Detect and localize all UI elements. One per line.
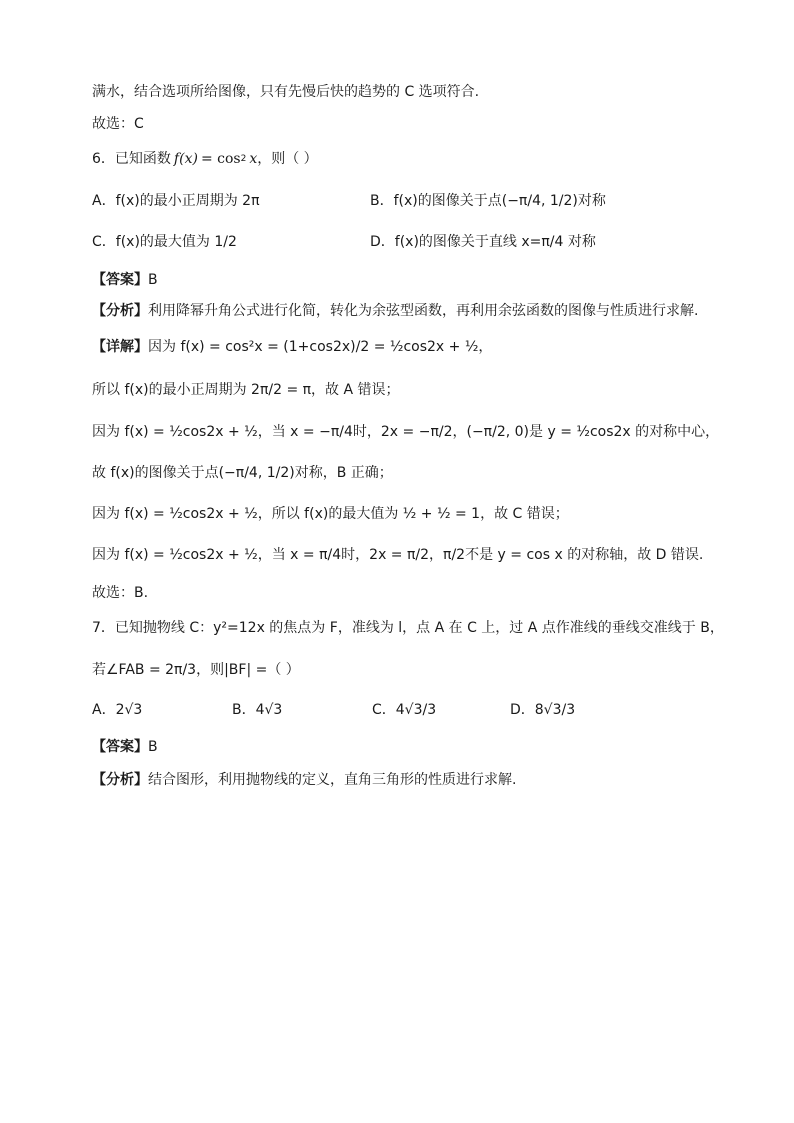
q6-detail-text-3: 因为 f(x) = ½cos2x + ½，当 x = −π/4时，2x = −π/2，(−π/2, 0)是 y = ½cos2x 的对称中心， — [92, 424, 720, 440]
q6-conclusion — [92, 583, 148, 603]
q6-stem-fx: f(x) — [173, 151, 198, 167]
q6-detail-text-1: 因为 f(x) = cos²x = (1+cos2x)/2 = ½cos2x + ½， — [148, 339, 493, 355]
q6-detail-1 — [92, 337, 492, 357]
q7-stem-text-2: 若∠FAB = 2π/3，则|BF| =（ ） — [92, 662, 300, 678]
q7-option-b-text: B．4√3 — [232, 702, 283, 718]
q6-stem-suffix: ，则（ ） — [257, 151, 318, 167]
q6-detail-4 — [92, 463, 393, 483]
q7-answer-value: B — [148, 739, 158, 755]
q6-option-c — [92, 232, 237, 252]
q7-answer — [92, 737, 158, 757]
q6-detail-5 — [92, 504, 569, 524]
q7-option-a — [92, 700, 142, 720]
q7-analysis-text: 结合图形，利用抛物线的定义，直角三角形的性质进行求解. — [148, 772, 517, 788]
intro-line-2 — [92, 114, 144, 134]
q6-stem-prefix: 6．已知函数 — [92, 151, 171, 167]
q7-stem-text-1: 7．已知抛物线 C：y²=12x 的焦点为 F，准线为 l，点 A 在 C 上，过 A 点作准线的垂线交准线于 B， — [92, 620, 724, 636]
q7-option-d — [510, 700, 575, 720]
q6-option-d — [370, 232, 596, 252]
q6-option-c-text: C．f(x)的最大值为 1/2 — [92, 234, 237, 250]
q6-detail-text-6: 因为 f(x) = ½cos2x + ½，当 x = π/4时，2x = π/2，π/2不是 y = cos x 的对称轴，故 D 错误. — [92, 547, 704, 563]
q6-answer-tag: 【答案】 — [92, 272, 148, 288]
q6-stem-pow: 2 — [240, 154, 247, 164]
q7-option-c — [372, 700, 436, 720]
q6-option-a — [92, 191, 260, 211]
q7-option-d-text: D．8√3/3 — [510, 702, 576, 718]
q6-analysis-tag: 【分析】 — [92, 303, 148, 319]
q6-detail-6 — [92, 545, 703, 565]
q6-option-b — [370, 191, 606, 211]
q6-detail-text-4: 故 f(x)的图像关于点(−π/4, 1/2)对称，B 正确； — [92, 465, 393, 481]
q6-detail-tag: 【详解】 — [92, 339, 148, 355]
intro-text-2: 故选：C — [92, 116, 144, 132]
intro-line-1 — [92, 82, 479, 102]
q7-option-b — [232, 700, 282, 720]
q7-answer-tag: 【答案】 — [92, 739, 148, 755]
q6-answer-value: B — [148, 272, 158, 288]
q6-stem-eq: = cos — [200, 151, 241, 167]
q7-analysis-tag: 【分析】 — [92, 772, 148, 788]
q6-analysis — [92, 301, 698, 321]
intro-text-1: 满水，结合选项所给图像，只有先慢后快的趋势的 C 选项符合. — [92, 84, 480, 100]
q7-stem-2 — [92, 660, 300, 680]
q6-option-d-text: D．f(x)的图像关于直线 x=π/4 对称 — [370, 234, 596, 250]
q7-option-c-text: C．4√3/3 — [372, 702, 437, 718]
q6-option-b-text: B．f(x)的图像关于点(−π/4, 1/2)对称 — [370, 193, 606, 209]
q6-answer — [92, 270, 158, 290]
q6-detail-3 — [92, 422, 719, 442]
q7-option-a-text: A．2√3 — [92, 702, 143, 718]
q7-analysis — [92, 770, 516, 790]
q6-detail-text-5: 因为 f(x) = ½cos2x + ½，所以 f(x)的最大值为 ½ + ½ = 1，故 C 错误； — [92, 506, 569, 522]
q6-stem-x: x — [249, 151, 258, 167]
q6-analysis-text: 利用降幂升角公式进行化简，转化为余弦型函数，再利用余弦函数的图像与性质进行求解. — [148, 303, 699, 319]
q6-conclusion-text: 故选：B. — [92, 585, 149, 601]
q6-detail-text-2: 所以 f(x)的最小正周期为 2π/2 = π，故 A 错误； — [92, 382, 400, 398]
q6-detail-2 — [92, 380, 400, 400]
q6-option-a-text: A．f(x)的最小正周期为 2π — [92, 193, 260, 209]
q6-stem — [92, 149, 318, 169]
q7-stem-1 — [92, 618, 724, 638]
